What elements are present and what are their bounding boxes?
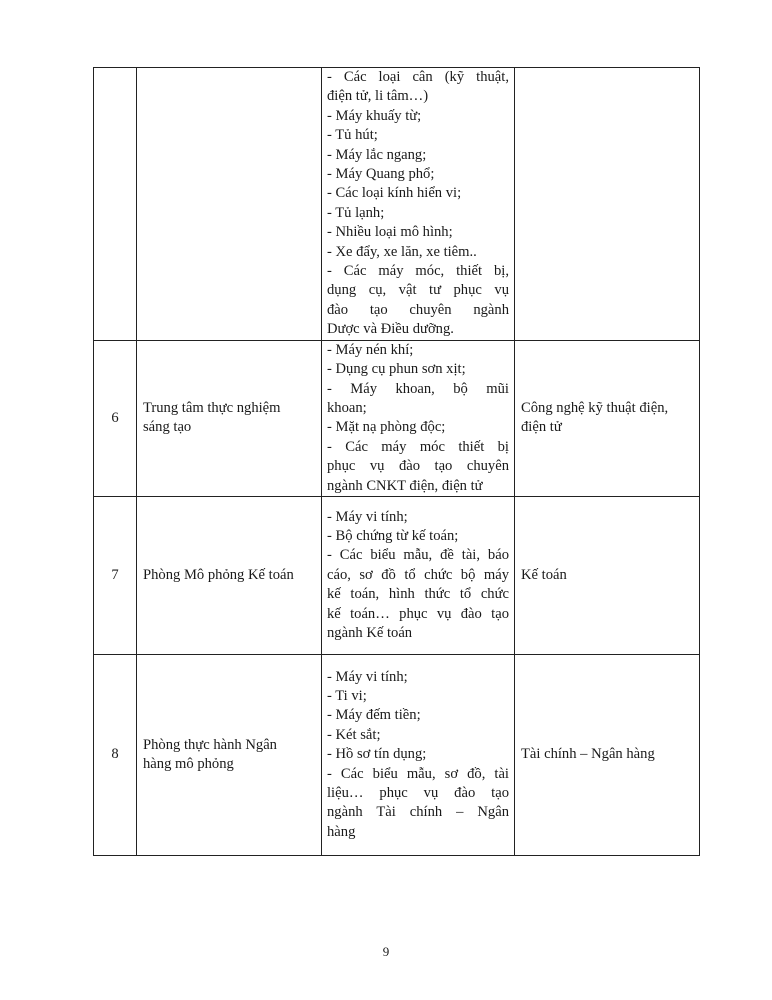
equipment-line: ngành Tài chính – Ngân [327,804,509,821]
major-line: Kế toán [521,566,567,583]
equipment-cell [322,496,515,654]
equipment-line: - Các loại cân (kỹ thuật, [327,69,509,85]
equipment-line: - Nhiều loại mô hình; [327,224,453,241]
major-line: Công nghệ kỹ thuật điện, [521,399,669,416]
equipment-line: điện tử, li tâm…) [327,88,429,105]
facility-name-cell [137,68,322,341]
equipment-line: - Dụng cụ phun sơn xịt; [327,361,466,378]
equipment-line: - Máy vi tính; [327,508,408,525]
row-number-cell: 7 [94,496,137,654]
row-number-cell: 8 [94,654,137,855]
equipment-line: - Các biểu mẫu, sơ đồ, tài [327,765,509,782]
row-number-cell: 6 [94,340,137,496]
equipment-line: - Các biểu mẫu, đề tài, báo [327,547,509,564]
equipment-line: - Máy vi tính; [327,668,408,685]
page-number: 9 [382,944,390,959]
equipment-line: - Bộ chứng từ kế toán; [327,527,459,544]
major-cell [515,496,700,654]
equipment-line: đào tạo chuyên ngành [327,301,509,318]
row-number-cell [94,68,137,341]
equipment-line: liệu… phục vụ đào tạo [327,785,509,802]
equipment-line: - Máy nén khí; [327,341,414,358]
equipment-line: kế toán, hình thức tổ chức [327,586,509,603]
equipment-line: cáo, sơ đồ tổ chức bộ máy [327,566,509,583]
equipment-cell [322,654,515,855]
equipment-line: - Máy lắc ngang; [327,146,427,163]
facility-name-cell [137,340,322,496]
equipment-line: kế toán… phục vụ đào tạo [327,605,509,622]
major-line: điện tử [521,419,562,436]
equipment-line: Dược và Điều dưỡng. [327,321,454,338]
facility-name-line: Phòng thực hành Ngân [143,736,277,753]
table-row [94,654,700,855]
equipment-line: ngành CNKT điện, điện tử [327,477,483,494]
equipment-cell [322,340,515,496]
equipment-line: - Máy khoan, bộ mũi [327,380,509,397]
equipment-line: - Các máy móc, thiết bị, [327,263,509,280]
equipment-line: - Xe đẩy, xe lăn, xe tiêm.. [327,243,477,260]
facility-name-line: sáng tạo [143,419,192,436]
major-line: Tài chính – Ngân hàng [521,746,655,763]
facility-name-line: Trung tâm thực nghiệm [143,399,281,416]
facility-name-line: Phòng Mô phỏng Kế toán [143,566,294,583]
equipment-line: - Tủ lạnh; [327,204,385,221]
table-row [94,68,700,341]
equipment-line: khoan; [327,399,367,416]
equipment-line: - Các loại kính hiển vi; [327,185,462,202]
equipment-line: - Mặt nạ phòng độc; [327,419,446,436]
equipment-line: - Két sắt; [327,726,381,743]
equipment-line: - Máy Quang phổ; [327,166,435,183]
major-cell [515,654,700,855]
equipment-line: - Tủ hút; [327,127,378,144]
equipment-line: - Các máy móc thiết bị [327,438,509,455]
equipment-line: phục vụ đào tạo chuyên [327,458,509,475]
major-cell [515,68,700,341]
equipment-cell [322,68,515,341]
table-row [94,496,700,654]
equipment-line: - Máy đếm tiền; [327,707,421,724]
facility-name-cell [137,654,322,855]
facility-name-line: hàng mô phỏng [143,755,234,772]
equipment-line: dụng cụ, vật tư phục vụ [327,282,509,299]
equipment-line: - Máy khuấy từ; [327,107,422,124]
equipment-line: - Ti vi; [327,688,367,705]
equipment-line: ngành Kế toán [327,624,413,641]
facilities-table [93,67,700,856]
equipment-line: - Hồ sơ tín dụng; [327,746,427,763]
facility-name-cell [137,496,322,654]
major-cell [515,340,700,496]
equipment-line: hàng [327,823,356,840]
table-row [94,340,700,496]
